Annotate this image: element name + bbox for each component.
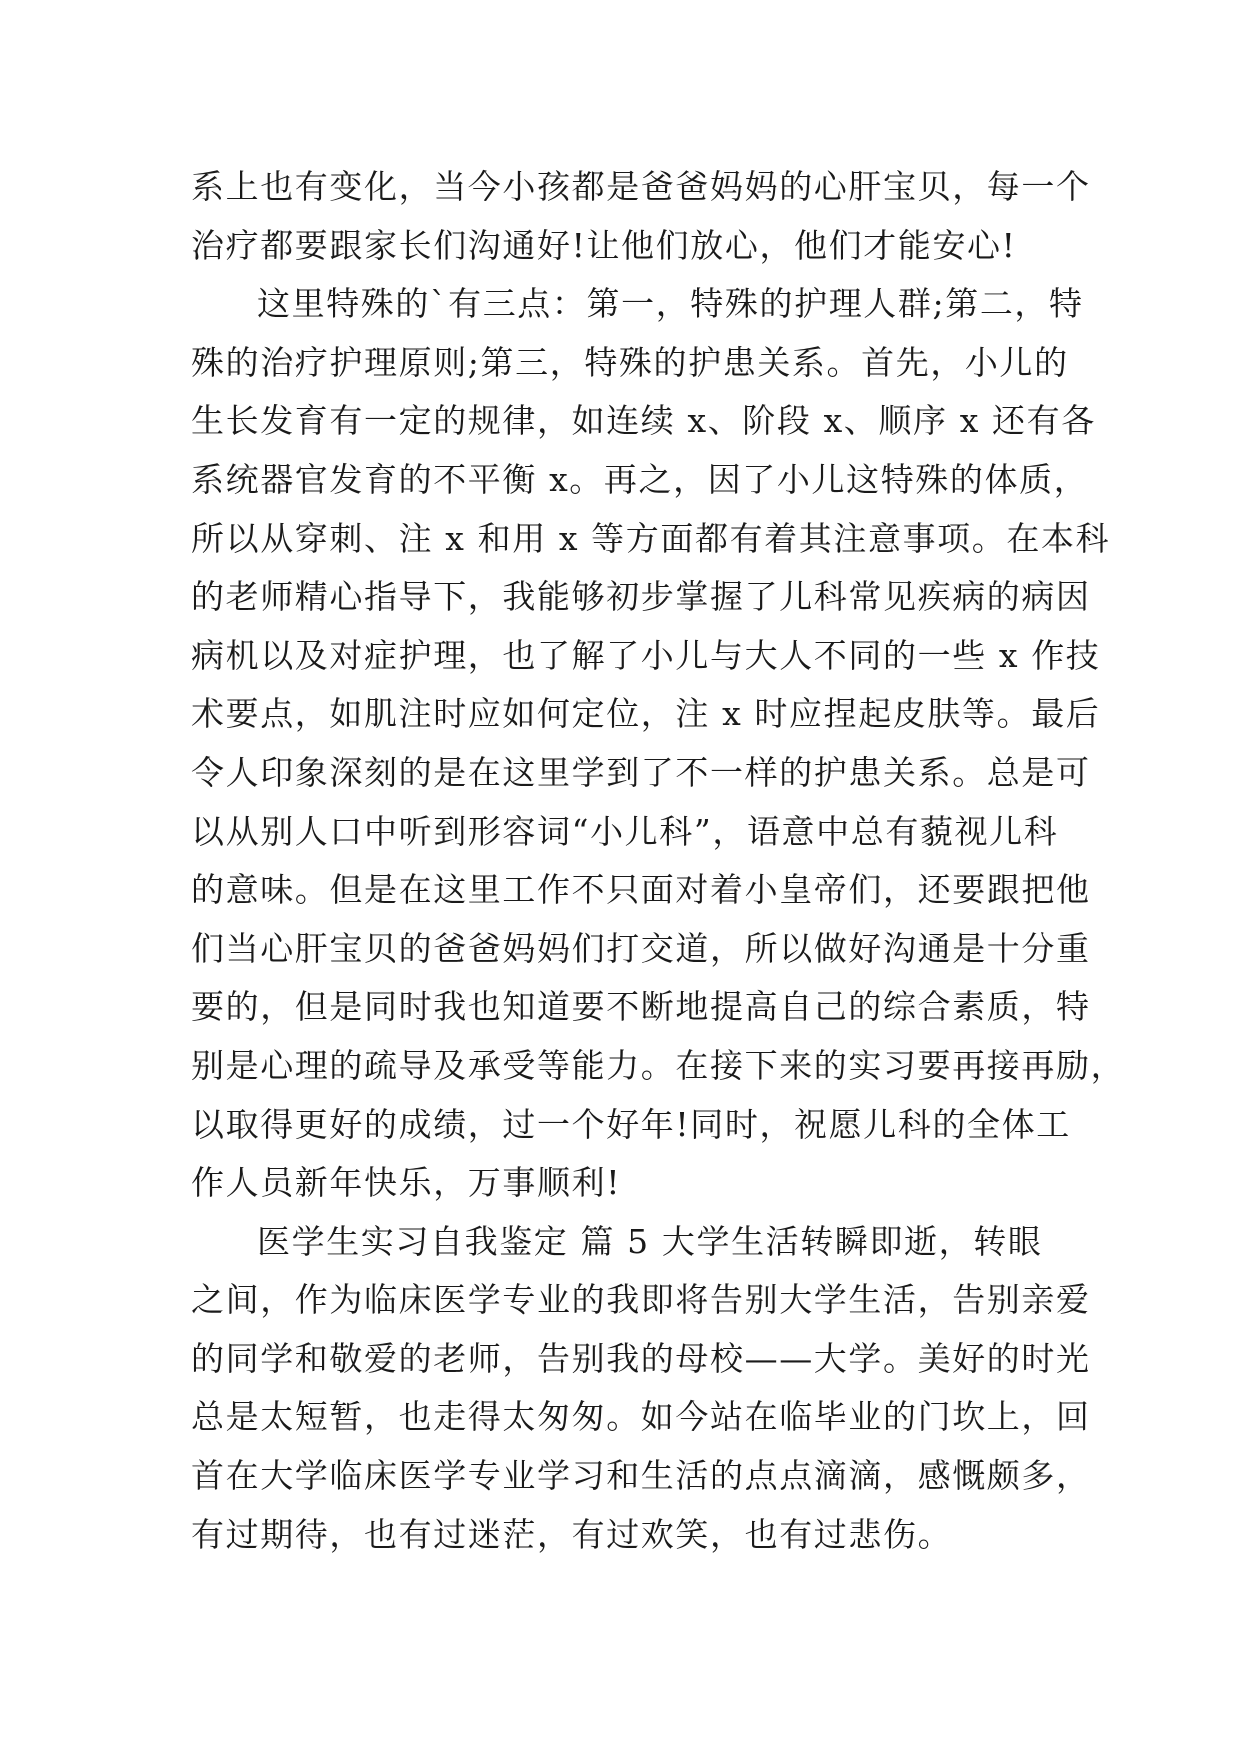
text-line: 首在大学临床医学专业学习和生活的点点滴滴，感慨颇多， [191,1456,1091,1496]
text-line: 病机以及对症护理，也了解了小儿与大人不同的一些 x 作技 [191,635,1101,675]
text-line: 别是心理的疏导及承受等能力。在接下来的实习要再接再励， [191,1045,1126,1085]
text-line: 这里特殊的`有三点：第一，特殊的护理人群;第二，特 [257,284,1084,324]
text-line: 所以从穿刺、注 x 和用 x 等方面都有着其注意事项。在本科 [191,518,1111,558]
text-line: 们当心肝宝贝的爸爸妈妈们打交道，所以做好沟通是十分重 [191,928,1091,968]
text-line: 总是太短暂，也走得太匆匆。如今站在临毕业的门坎上，回 [191,1397,1091,1437]
text-line: 以从别人口中听到形容词“小儿科”，语意中总有藐视儿科 [191,811,1059,851]
text-line: 医学生实习自我鉴定 篇 5 大学生活转瞬即逝，转眼 [257,1221,1043,1261]
text-line: 的老师精心指导下，我能够初步掌握了儿科常见疾病的病因 [191,577,1091,617]
text-line: 治疗都要跟家长们沟通好!让他们放心，他们才能安心! [191,225,1017,265]
text-line: 生长发育有一定的规律，如连续 x、阶段 x、顺序 x 还有各 [191,401,1096,441]
text-line: 以取得更好的成绩，过一个好年!同时，祝愿儿科的全体工 [191,1104,1071,1144]
text-line: 系统器官发育的不平衡 x。再之，因了小儿这特殊的体质， [191,459,1089,499]
body-text [191,158,1126,1564]
text-line: 的同学和敬爱的老师，告别我的母校——大学。美好的时光 [191,1338,1091,1378]
text-line: 之间，作为临床医学专业的我即将告别大学生活，告别亲爱 [191,1280,1091,1320]
text-line: 的意味。但是在这里工作不只面对着小皇帝们，还要跟把他 [191,870,1091,910]
text-line: 殊的治疗护理原则;第三，特殊的护患关系。首先，小儿的 [191,342,1069,382]
text-line: 术要点，如肌注时应如何定位，注 x 时应捏起皮肤等。最后 [191,694,1101,734]
text-line: 有过期待，也有过迷茫，有过欢笑，也有过悲伤。 [191,1514,953,1554]
text-line: 令人印象深刻的是在这里学到了不一样的护患关系。总是可 [191,752,1091,792]
text-line: 系上也有变化，当今小孩都是爸爸妈妈的心肝宝贝，每一个 [191,167,1091,206]
text-line: 要的，但是同时我也知道要不断地提高自己的综合素质，特 [191,987,1091,1027]
text-line: 作人员新年快乐，万事顺利! [191,1163,622,1203]
